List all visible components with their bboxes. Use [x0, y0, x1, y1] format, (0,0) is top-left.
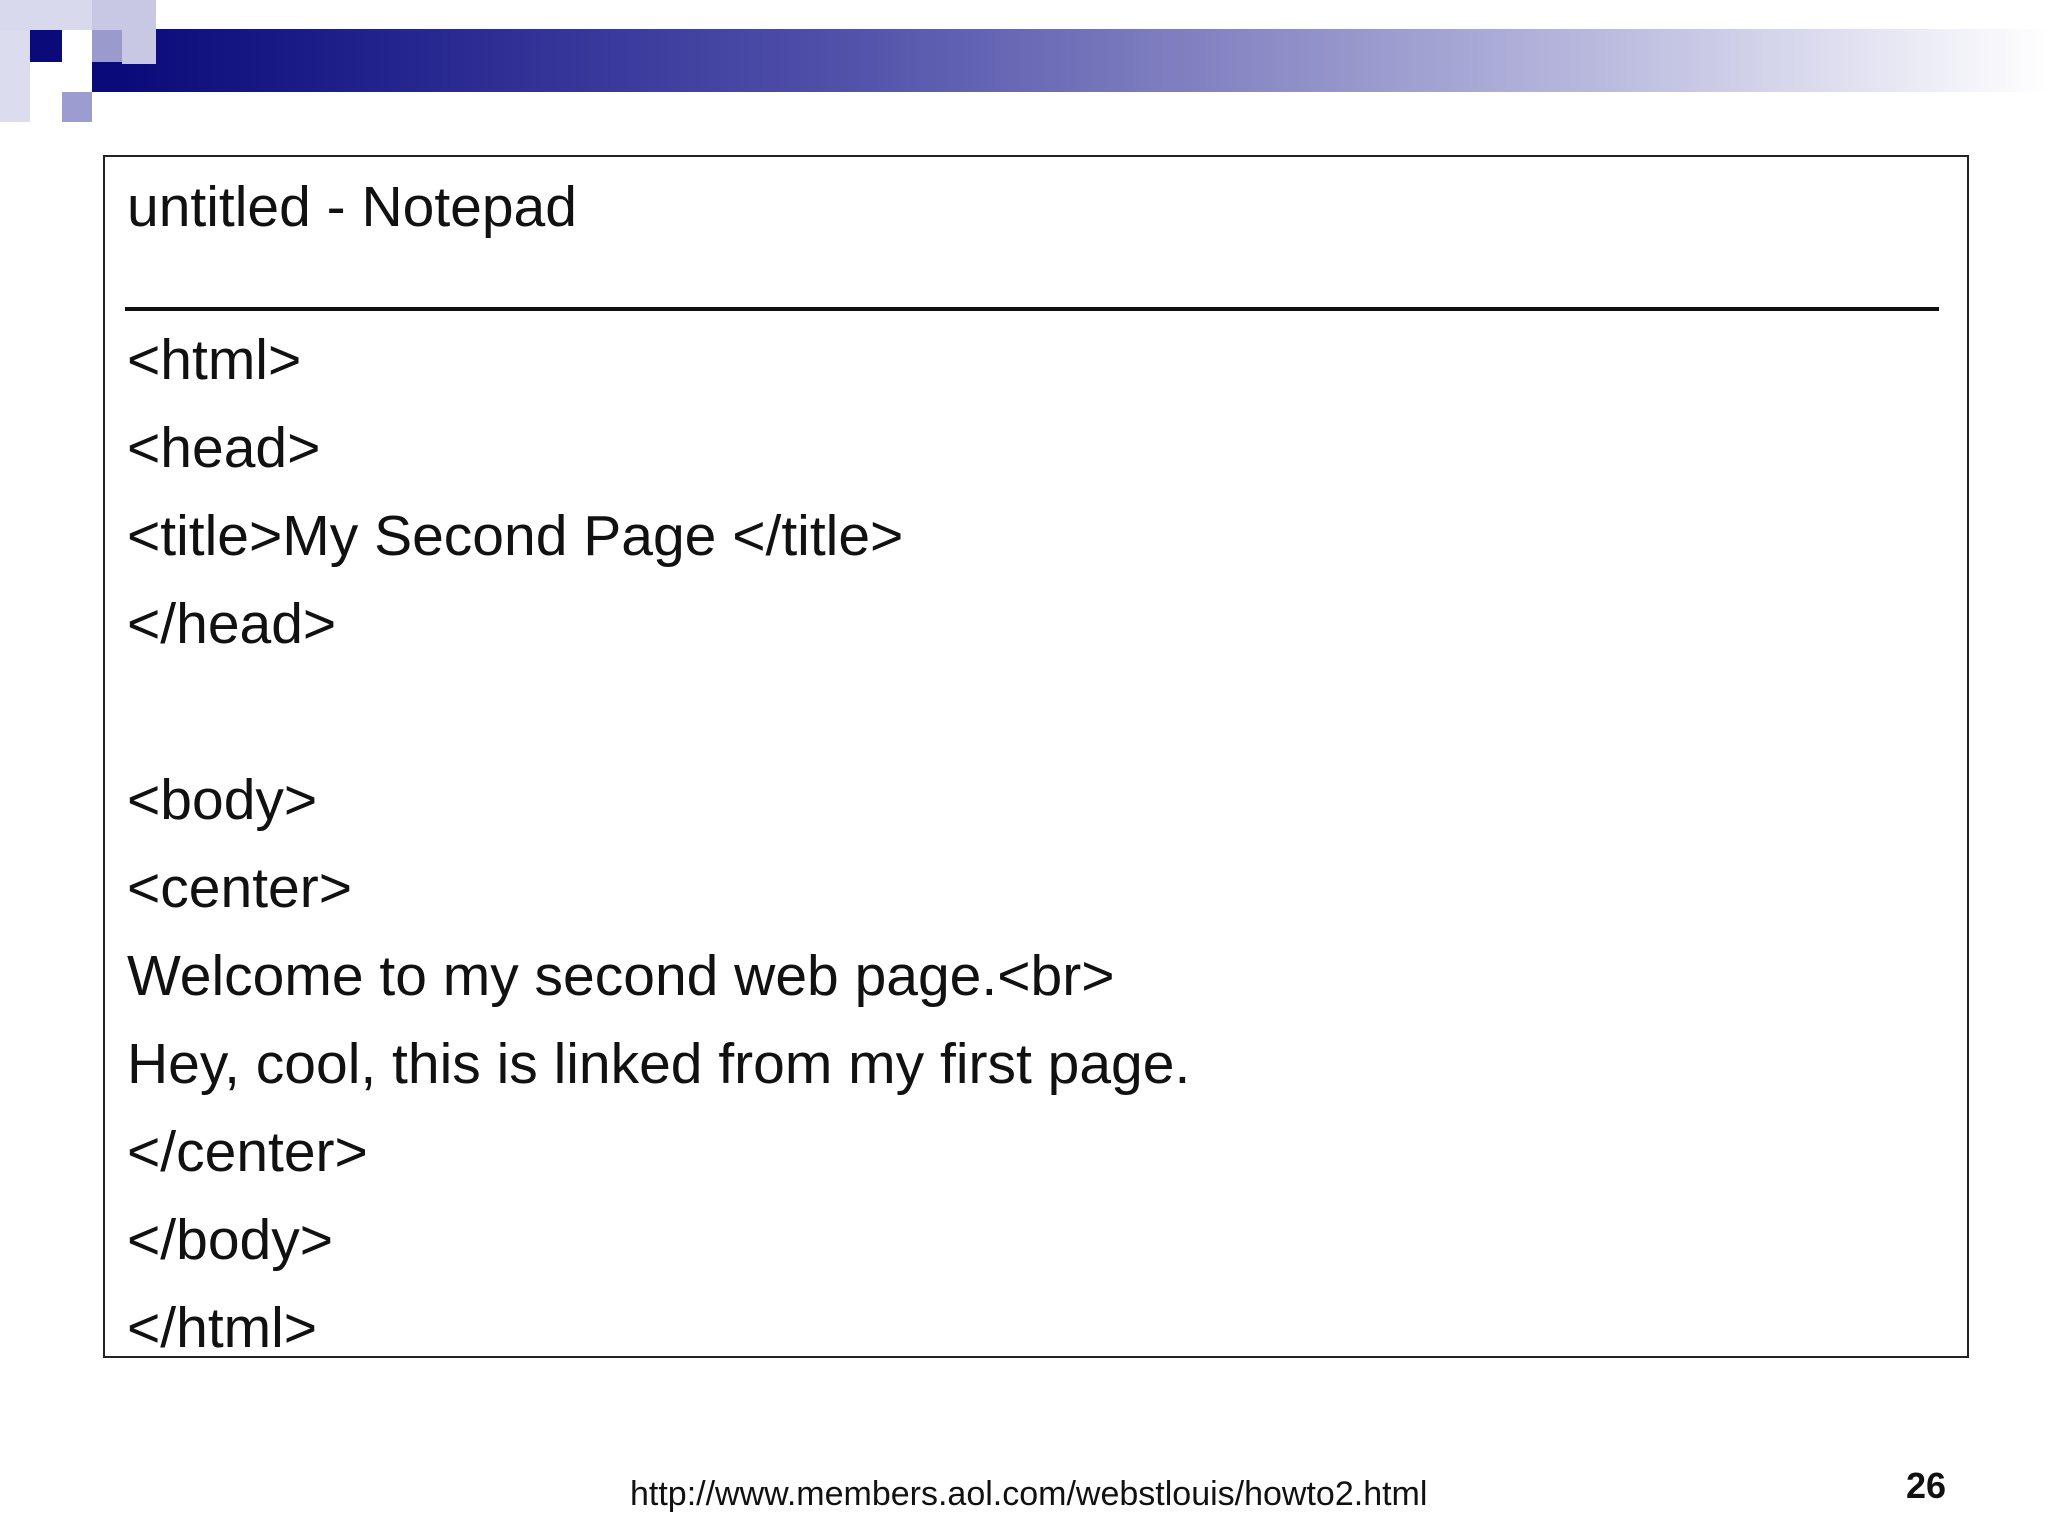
code-line: <html> [127, 328, 302, 392]
code-line: </head> [127, 592, 337, 656]
header-decoration-square [92, 30, 122, 62]
notepad-title: untitled - Notepad [127, 175, 577, 239]
code-line: Hey, cool, this is linked from my first page. [127, 1032, 1191, 1096]
code-line: </body> [127, 1208, 334, 1272]
header-decoration-square [0, 30, 30, 122]
code-line: </html> [127, 1296, 318, 1360]
header-gradient-bar [120, 29, 2048, 92]
code-line: Welcome to my second web page.<br> [127, 944, 1115, 1008]
code-listing [127, 316, 1190, 1372]
title-divider [125, 307, 1939, 311]
source-url: http://www.members.aol.com/webstlouis/howto2.html [630, 1475, 1428, 1513]
code-line: <body> [127, 768, 318, 832]
code-line: <title>My Second Page </title> [127, 504, 904, 568]
code-line-blank [127, 668, 1190, 756]
page-number: 26 [1906, 1465, 1947, 1506]
code-line: </center> [127, 1120, 368, 1184]
header-decoration-square [92, 62, 122, 92]
header-decoration-square [62, 62, 92, 92]
header-decoration-square [62, 92, 92, 122]
notepad-box [103, 155, 1969, 1358]
code-line: <head> [127, 416, 321, 480]
code-line: <center> [127, 856, 352, 920]
header-decoration-square [30, 30, 62, 62]
